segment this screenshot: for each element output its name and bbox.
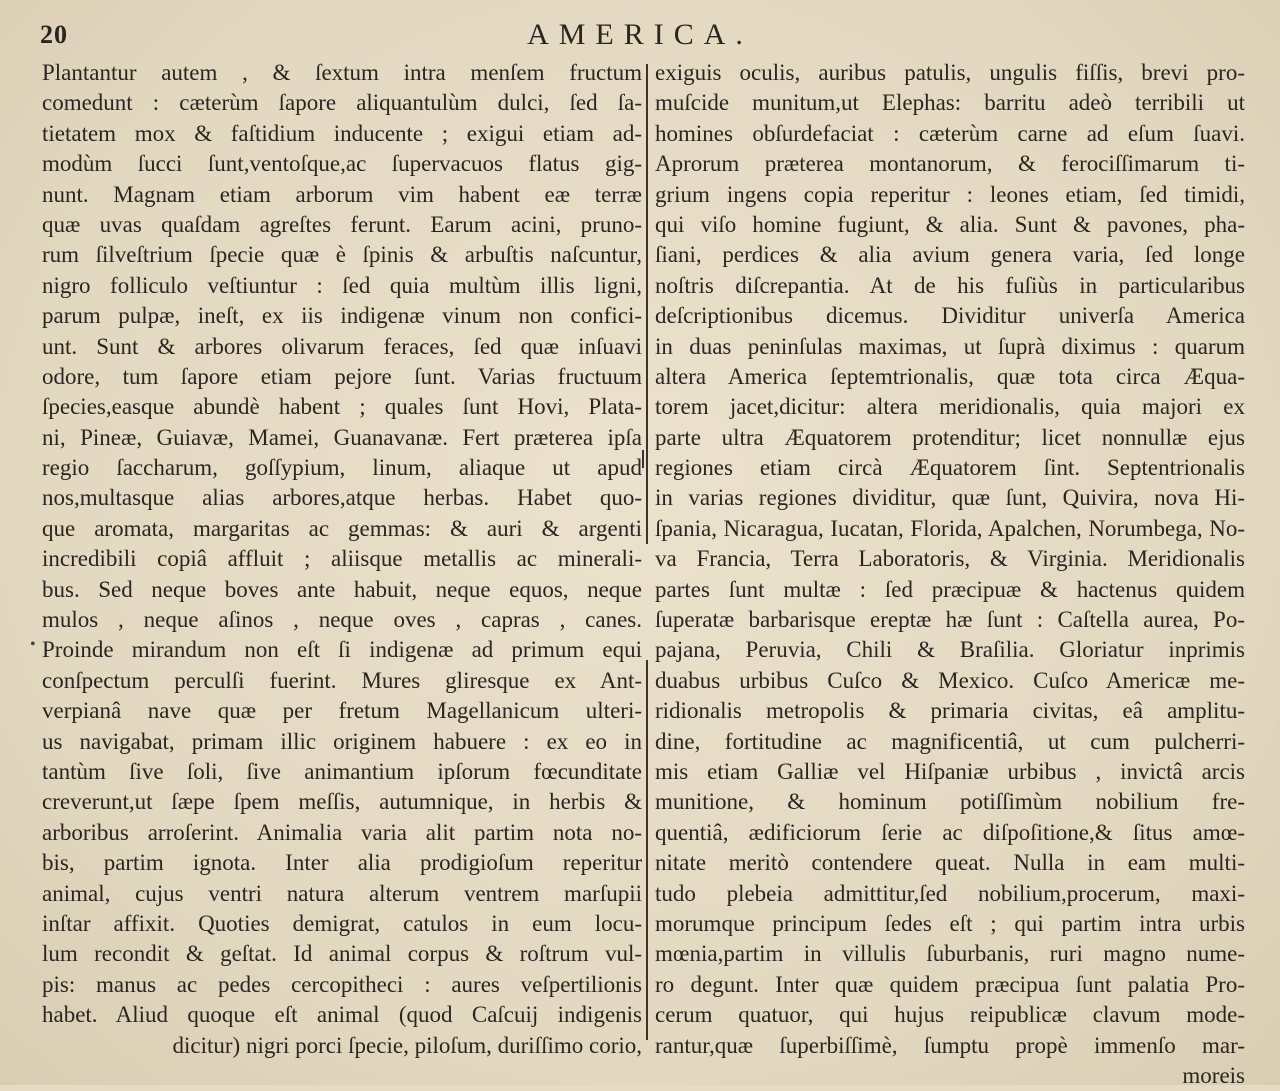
- text-line: inſtar affixit. Quoties demigrat, catulos in eum locu-: [42, 910, 642, 936]
- text-line: ni, Pineæ, Guiavæ, Mamei, Guanavanæ. Fert præterea ipſa: [42, 424, 642, 450]
- text-line: partes ſunt multæ : ſed præcipuæ & hactenus quidem: [655, 576, 1245, 602]
- text-line: parte ultra Æquatorem protenditur; licet nonnullæ ejus: [655, 424, 1245, 450]
- text-line: in duas peninſulas maximas, ut ſuprà diximus : quarum: [655, 333, 1245, 359]
- text-line: ſpecies,easque abundè habent ; quales ſunt Hovi, Plata-: [42, 394, 642, 420]
- text-line: incredibili copiâ affluit ; aliisque metallis ac minerali-: [42, 546, 642, 572]
- text-line: nos,multasque alias arbores,atque herbas. Habet quo-: [42, 485, 642, 511]
- text-line: Plantantur autem , & ſextum intra menſem fructum: [42, 60, 642, 85]
- text-line: us navigabat, primam illic originem habuere : ex eo in: [42, 728, 642, 754]
- column-rule-tick: [642, 450, 644, 468]
- text-line: pis: manus ac pedes cercopitheci : aures veſpertilionis: [42, 971, 642, 997]
- text-line: munitione, & hominum potiſſimùm nobilium fre-: [655, 789, 1245, 815]
- text-line: noſtris diſcrepantia. At de his fuſiùs in particularibus: [655, 272, 1245, 298]
- text-line: dicitur) nigri porci ſpecie, piloſum, duriſſimo corio,: [172, 1032, 642, 1058]
- page-number: 20: [40, 20, 68, 49]
- text-line: deſcriptionibus dicemus. Dividitur univerſa America: [655, 303, 1245, 329]
- text-line: moreis: [1182, 1062, 1245, 1088]
- text-line: habet. Aliud quoque eſt animal (quod Caſcuij indigenis: [42, 1002, 642, 1028]
- column-rule-lower: [646, 660, 648, 1040]
- text-line: cerum quatuor, qui hujus reipublicæ clavum mode-: [655, 1002, 1245, 1028]
- text-line: pajana, Peruvia, Chili & Braſilia. Gloriatur inprimis: [655, 637, 1245, 663]
- text-line: lum recondit & geſtat. Id animal corpus & roſtrum vul-: [42, 941, 642, 967]
- text-line: grium ingens copia reperitur : leones etiam, ſed timidi,: [655, 181, 1245, 207]
- text-line: quæ uvas quaſdam agreſtes ferunt. Earum acini, pruno-: [42, 211, 642, 237]
- text-line: homines obſurdefaciat : cæterùm carne ad eſum ſuavi.: [655, 120, 1245, 146]
- text-line: regiones etiam circà Æquatorem ſint. Septentrionalis: [655, 455, 1245, 481]
- left-text-column: [42, 58, 642, 1061]
- text-line: regio ſaccharum, goſſypium, linum, aliaque ut apud: [42, 455, 642, 481]
- text-line: bis, partim ignota. Inter alia prodigioſum reperitur: [42, 850, 642, 876]
- text-line: va Francia, Terra Laboratoris, & Virginia. Meridionalis: [655, 546, 1245, 572]
- text-line: Proinde mirandum non eſt ſi indigenæ ad primum equi: [42, 637, 642, 663]
- text-line: ro degunt. Inter quæ quidem præcipua ſunt palatia Pro-: [655, 971, 1245, 997]
- text-line: mis etiam Galliæ vel Hiſpaniæ urbibus , invictâ arcis: [655, 758, 1245, 784]
- text-line: ſpania, Nicaragua, Iucatan, Florida, Apalchen, Norumbega, No-: [655, 515, 1245, 541]
- text-line: tudo plebeia admittitur,ſed nobilium,procerum, maxi-: [655, 880, 1245, 906]
- right-text-column: [655, 58, 1245, 1091]
- text-line: verpianâ nave quæ per fretum Magellanicum ulteri-: [42, 698, 642, 724]
- text-line: ſiani, perdices & alia avium genera varia, ſed longe: [655, 242, 1245, 268]
- text-line: muſcide munitum,ut Elephas: barritu adeò terribili ut: [655, 90, 1245, 116]
- column-rule-upper: [646, 64, 648, 544]
- text-line: duabus urbibus Cuſco & Mexico. Cuſco Americæ me-: [655, 667, 1245, 693]
- text-line: exiguis oculis, auribus patulis, ungulis fiſſis, brevi pro-: [655, 60, 1245, 85]
- text-line: morumque principum ſedes eſt ; qui partim intra urbis: [655, 910, 1245, 936]
- text-line: que aromata, margaritas ac gemmas: & auri & argenti: [42, 515, 642, 541]
- text-line: mœnia,partim in villulis ſuburbanis, ruri magno nume-: [655, 941, 1245, 967]
- text-line: odore, tum ſapore etiam pejore ſunt. Varias fructuum: [42, 363, 642, 389]
- text-line: nigro folliculo veſtiuntur : ſed quia multùm illis ligni,: [42, 272, 642, 298]
- text-line: parum pulpæ, ineſt, ex iis indigenæ vinum non confici-: [42, 303, 642, 329]
- text-line: animal, cujus ventri natura alterum ventrem marſupii: [42, 880, 642, 906]
- text-line: nitate meritò contendere queat. Nulla in eam multi-: [655, 850, 1245, 876]
- text-line: bus. Sed neque boves ante habuit, neque equos, neque: [42, 576, 642, 602]
- margin-mark: •: [30, 636, 36, 653]
- text-line: torem jacet,dicitur: altera meridionalis, quia majori ex: [655, 394, 1245, 420]
- text-line: arboribus arroſerint. Animalia varia alit partim nota no-: [42, 819, 642, 845]
- running-head: AMERICA.: [527, 18, 753, 51]
- text-line: altera America ſeptemtrionalis, quæ tota circa Æqua-: [655, 363, 1245, 389]
- text-line: tantùm ſive ſoli, ſive animantium ipſorum fœcunditate: [42, 758, 642, 784]
- text-line: Aprorum præterea montanorum, & ferociſſimarum ti-: [655, 151, 1245, 177]
- text-line: ſuperatæ barbarisque ereptæ hæ ſunt : Caſtella aurea, Po-: [655, 607, 1245, 633]
- text-line: creverunt,ut ſæpe ſpem meſſis, autumnique, in herbis &: [42, 789, 642, 815]
- text-line: in varias regiones dividitur, quæ ſunt, Quivira, nova Hi-: [655, 485, 1245, 511]
- text-line: modùm ſucci ſunt,ventoſque,ac ſupervacuos flatus gig-: [42, 151, 642, 177]
- text-line: qui viſo homine fugiunt, & alia. Sunt & pavones, pha-: [655, 211, 1245, 237]
- text-line: dine, fortitudine ac magnificentiâ, ut cum pulcherri-: [655, 728, 1245, 754]
- text-line: comedunt : cæterùm ſapore aliquantulùm dulci, ſed ſa-: [42, 90, 642, 116]
- text-line: unt. Sunt & arbores olivarum feraces, ſed quæ inſuavi: [42, 333, 642, 359]
- text-line: mulos , neque aſinos , neque oves , capras , canes.: [42, 607, 642, 633]
- text-line: ridionalis metropolis & primaria civitas, eâ amplitu-: [655, 698, 1245, 724]
- text-line: rantur,quæ ſuperbiſſimè, ſumptu propè immenſo mar-: [655, 1032, 1245, 1058]
- text-line: tietatem mox & faſtidium inducente ; exigui etiam ad-: [42, 120, 642, 146]
- text-line: quentiâ, ædificiorum ſerie ac diſpoſitione,& ſitus amœ-: [655, 819, 1245, 845]
- text-line: rum ſilveſtrium ſpecie quæ è ſpinis & arbuſtis naſcuntur,: [42, 242, 642, 268]
- text-line: nunt. Magnam etiam arborum vim habent eæ terræ: [42, 181, 642, 207]
- text-line: conſpectum perculſi fuerint. Mures gliresque ex Ant-: [42, 667, 642, 693]
